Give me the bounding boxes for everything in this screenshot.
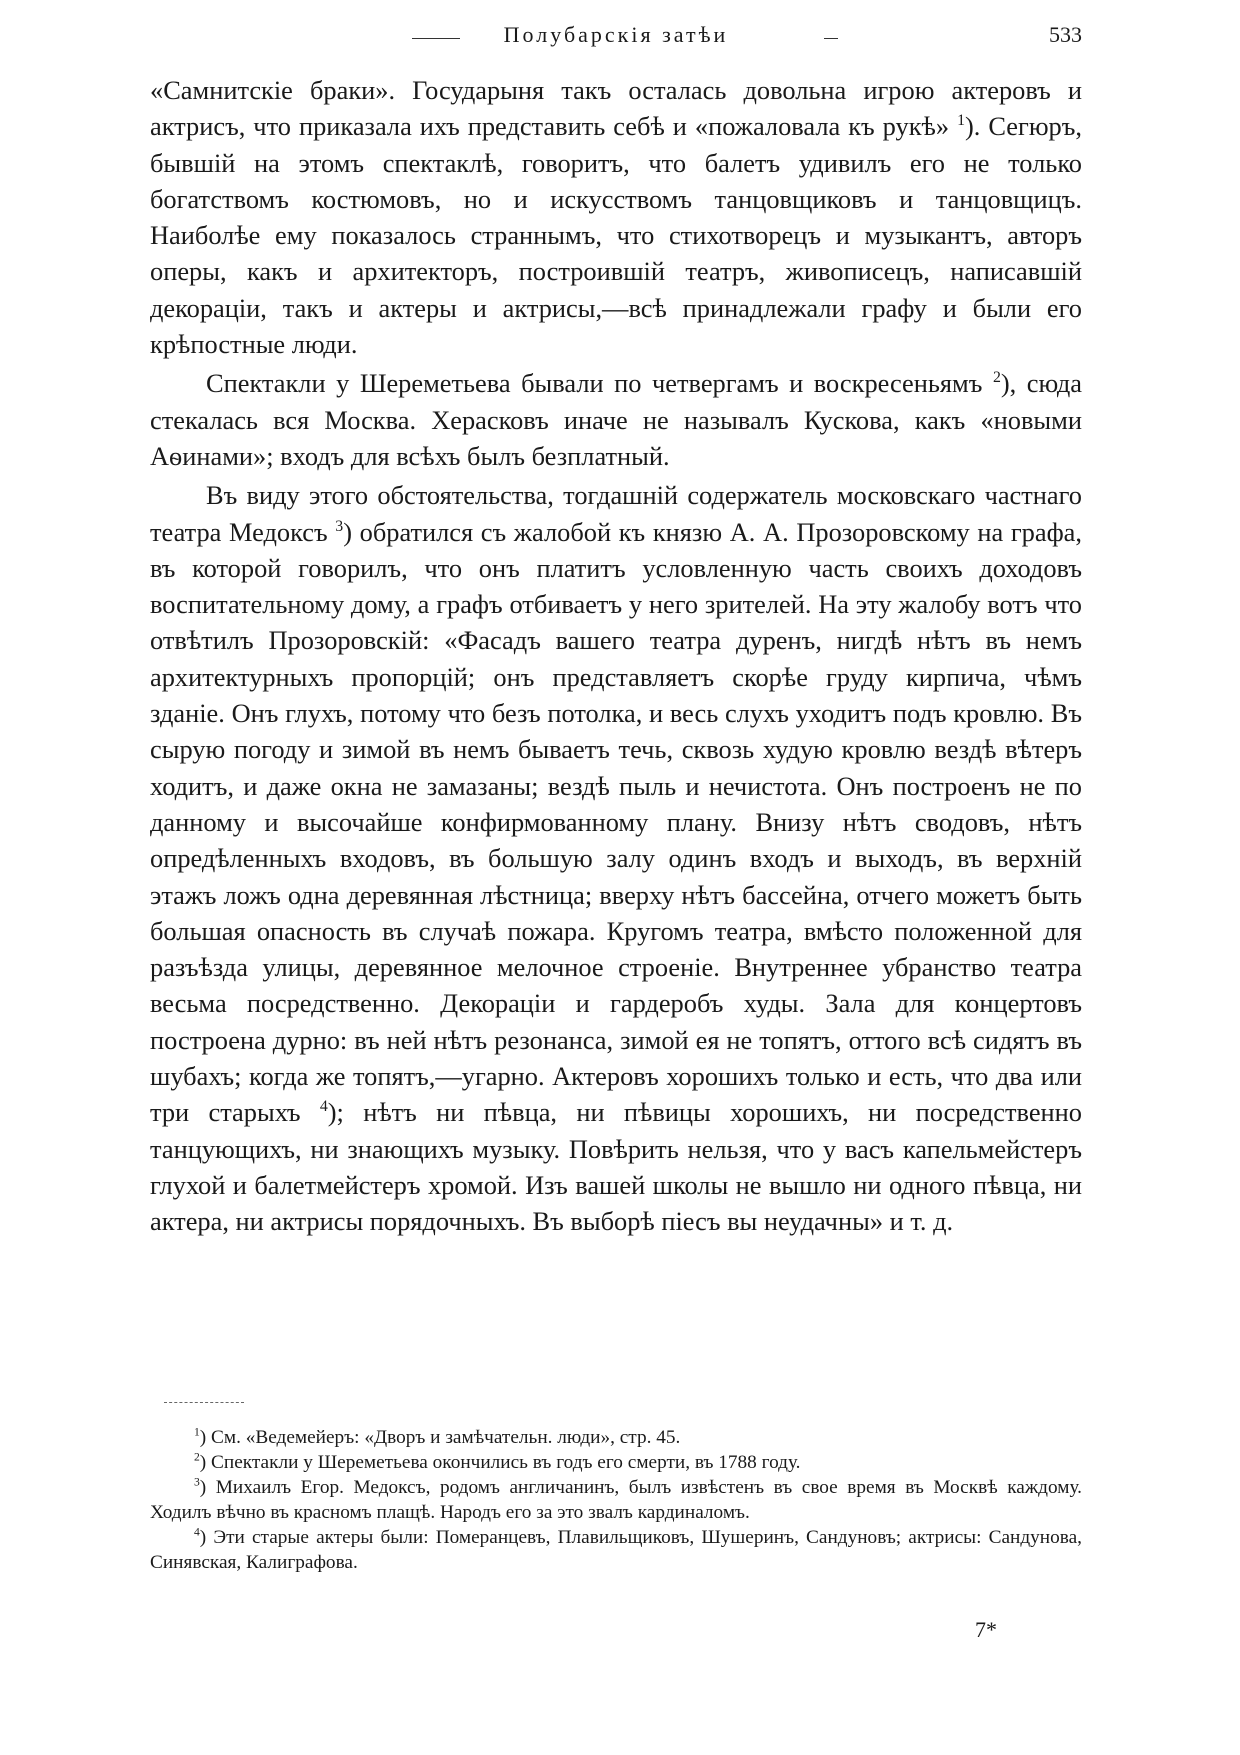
signature-mark: 7* bbox=[975, 1617, 997, 1642]
footnote-text: ) См. «Ведемейеръ: «Дворъ и замѣчательн. люди», стр. 45. bbox=[199, 1427, 681, 1448]
footnote-number: 4 bbox=[194, 1525, 200, 1539]
paragraph-3 bbox=[150, 477, 1082, 1239]
running-header bbox=[150, 22, 1082, 52]
footnote-number: 2 bbox=[194, 1450, 200, 1464]
paragraph-text: ); нѣтъ ни пѣвца, ни пѣвицы хорошихъ, ни посредственно танцующихъ, ни знающихъ музыку. Повѣрить нельзя, что у васъ капельмейстеръ глухой и балетмейстеръ хромой. Изъ вашей школы не вышло ни одного пѣвца, ни актера, ни актрисы порядочныхъ. Въ выборѣ піесъ вы неудачны» и т. д. bbox=[150, 1097, 1082, 1237]
footnote-number: 1 bbox=[194, 1425, 200, 1439]
footnote-3 bbox=[150, 1475, 1082, 1525]
footnote-text: ) Спектакли у Шереметьева окончились въ годъ его смерти, въ 1788 году. bbox=[199, 1452, 801, 1473]
footnote-4 bbox=[150, 1525, 1082, 1575]
footnote-ref: 3 bbox=[335, 517, 344, 535]
footnote-text: ) Михаилъ Егор. Медоксъ, родомъ англичанинъ, былъ извѣстенъ въ свое время въ Москвѣ каждому. Ходилъ вѣчно въ красномъ плащѣ. Народъ его за это звалъ кардиналомъ. bbox=[150, 1477, 1082, 1523]
footnotes bbox=[150, 1425, 1082, 1575]
footnote-ref: 4 bbox=[319, 1098, 328, 1116]
footnote-number: 3 bbox=[194, 1475, 200, 1489]
paragraph-1 bbox=[150, 72, 1082, 362]
header-title: Полубарскія затѣи bbox=[503, 22, 729, 47]
paragraph-text: ) обратился съ жалобой къ князю А. А. Прозоровскому на графа, въ которой говорилъ, что онъ платитъ условленную часть своихъ доходовъ воспитательному дому, а графъ отбиваетъ у него зрителей. На эту жалобу вотъ что отвѣтилъ Прозоровскій: «Фасадъ вашего театра дуренъ, нигдѣ нѣтъ въ немъ архитектурныхъ пропорцій; онъ представляетъ скорѣе груду кирпича, чѣмъ зданіе. Онъ глухъ, потому что безъ потолка, и весь слухъ уходитъ подъ кровлю. Въ сырую погоду и зимой въ немъ бываетъ течь, сквозь худую кровлю вездѣ вѣтеръ ходитъ, и даже окна не замазаны; вездѣ пыль и нечистота. Онъ построенъ не по данному и высочайше конфирмованному плану. Внизу нѣтъ сводовъ, нѣтъ опредѣленныхъ входовъ, въ большую залу одинъ входъ и выходъ, въ верхній этажъ ложъ одна деревянная лѣстница; вверху нѣтъ бассейна, отчего можетъ быть большая опасность въ случаѣ пожара. Кругомъ театра, вмѣсто положенной для разъѣзда улицы, деревянное мелочное строеніе. Внутреннее убранство театра весьма посредственно. Декораціи и гардеробъ худы. Зала для концертовъ построена дурно: въ ней нѣтъ резонанса, зимой ея не топятъ, оттого всѣ сидятъ въ шубахъ; когда же топятъ,—угарно. Актеровъ хорошихъ только и есть, что два или три старыхъ bbox=[150, 516, 1082, 1128]
footnote-text: ) Эти старые актеры были: Померанцевъ, Плавильщиковъ, Шушеринъ, Сандуновъ; актрисы: Сандунова, Синявская, Калиграфова. bbox=[150, 1527, 1082, 1573]
paragraph-text: ), сюда стекалась вся Москва. Херасковъ иначе не называлъ Кускова, какъ «новыми Аѳинами»; входъ для всѣхъ былъ безплатный. bbox=[150, 368, 1082, 471]
footnote-divider bbox=[164, 1402, 244, 1403]
footnote-1 bbox=[150, 1425, 1082, 1450]
paragraph-text: Въ виду этого обстоятельства, тогдашній содержатель московскаго частнаго театра Медоксъ bbox=[150, 480, 1082, 547]
paragraph-text: «Самнитскіе браки». Государыня такъ осталась довольна игрою актеровъ и актрисъ, что приказала ихъ представить себѣ и «пожаловала къ рукѣ» bbox=[150, 75, 1082, 142]
paragraph-text: ). Сегюръ, бывшій на этомъ спектаклѣ, говоритъ, что балетъ удивилъ его не только богатствомъ костюмовъ, но и искусствомъ танцовщиковъ и танцовщицъ. Наиболѣе ему показалось страннымъ, что стихотворецъ и музыкантъ, авторъ оперы, какъ и архитекторъ, построившій театръ, живописецъ, написавшій декораціи, такъ и актеры и актрисы,—всѣ принадлежали графу и были его крѣпостные люди. bbox=[150, 111, 1082, 360]
footnote-2 bbox=[150, 1450, 1082, 1475]
footnote-ref: 2 bbox=[992, 369, 1001, 387]
paragraph-text: Спектакли у Шереметьева бывали по четвергамъ и воскресеньямъ bbox=[206, 368, 993, 399]
footnote-ref: 1 bbox=[957, 112, 965, 130]
page-number: 533 bbox=[1049, 22, 1082, 47]
main-text bbox=[150, 72, 1082, 1240]
header-rule-right bbox=[824, 38, 838, 39]
paragraph-2 bbox=[150, 365, 1082, 474]
